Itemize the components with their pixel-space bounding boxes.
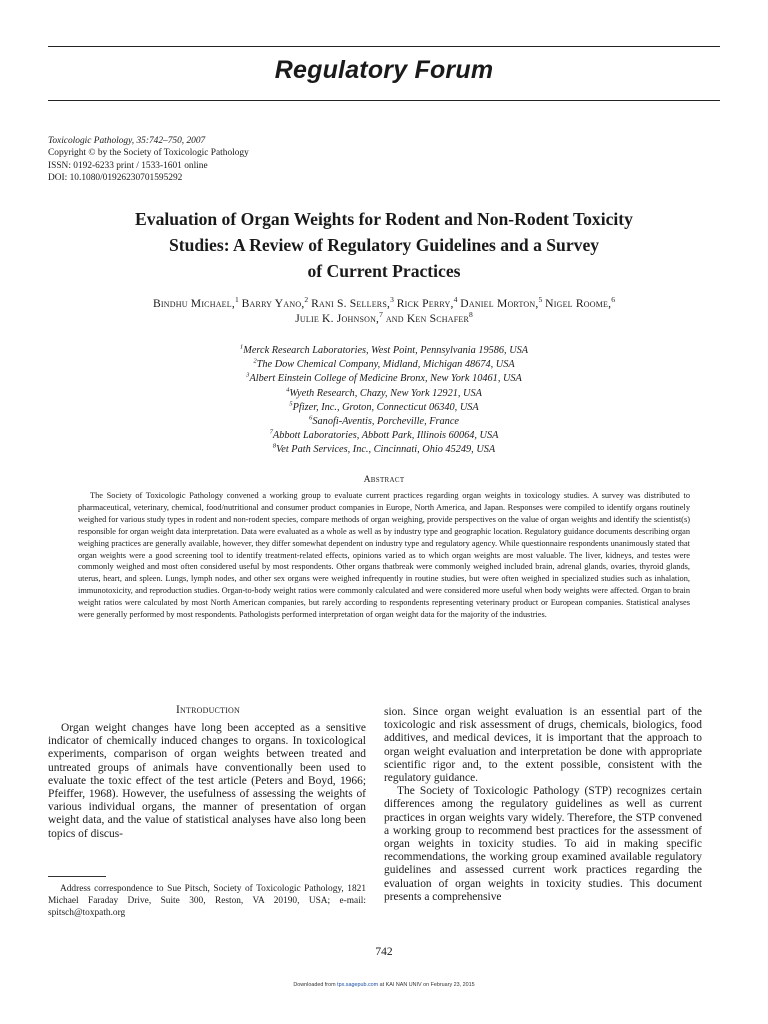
publication-meta	[48, 135, 249, 184]
introduction-heading: Introduction	[175, 704, 240, 716]
affiliation-mark: 7	[269, 428, 273, 436]
title-line: Studies: A Review of Regulatory Guidelines and a Survey	[168, 235, 600, 255]
copyright-line: Copyright © by the Society of Toxicologic Pathology	[48, 148, 249, 159]
body-paragraph: Organ weight changes have long been accepted as a sensitive indicator of chemically induced changes to organs. In toxicological experiments, comparison of organ weights between treated and untreated groups of animals have conventionally been used to evaluate the toxic effect of the test article (Peters and Boyd, 1966; Pfeiffer, 1968). However, the usefulness of assessing the weights of various individual organs, the manner of presentation of organ weight data, and the value of statistical analyses have also long been topics of discus-	[48, 722, 366, 840]
correspondence-footnote: Address correspondence to Sue Pitsch, Society of Toxicologic Pathology, 1821 Michael Faraday Drive, Suite 300, Reston, VA 20190, USA; e-mail: spitsch@toxpath.org	[48, 884, 366, 918]
affiliation-mark: 3	[246, 371, 250, 379]
author-affiliation-mark: 7	[379, 310, 383, 320]
header-bottom-rule	[48, 100, 720, 101]
abstract-text: The Society of Toxicologic Pathology convened a working group to evaluate current practices regarding organ weights in toxicology studies. A survey was distributed to pharmaceutical, veterinary, chemical, food/nutritional and consumer product companies in Europe, North America, and Japan. Responses were compiled to identify organs routinely weighed for various study types in rodent and non-rodent species, compare methods of organ weighing, provide perspectives on the value of organ weights and identify the scientist(s) responsible for organ weight data interpretation. Data were evaluated as a whole as well as by industry type and geographic location. Regulatory guidance documents describing organ weighing practices are generally available, however, they differ somewhat dependent on industry type and regulatory agency. While questionnaire respondents unanimously stated that organ weights were a good screening tool to identify treatment-related effects, opinions varied as to which organ weights are most valuable. The liver, kidneys, and testes were commonly weighed and most often considered useful by most respondents. Other organs thatbreak were commonly weighed included brain, adrenal glands, ovaries, thyroid glands, uterus, heart, and spleen. Lungs, lymph nodes, and other sex organs were weighed infrequently in routine studies, but were often weighed in specialized studies such as inhalation, immunotoxicity, and reproduction studies. Organ-to-body weight ratios were commonly calculated and were considered more useful when body weights were affected. Organ to brain weight ratios were calculated by most North American companies, but rarely according to respondents representing veterinary product or European companies. Statistical analyses were generally performed by most respondents. Pathologists performed interpretation of organ weight data for the majority of the industries.	[78, 491, 690, 620]
author-affiliation-mark: 6	[611, 295, 615, 305]
doi-line: DOI: 10.1080/01926230701595292	[48, 172, 183, 183]
author-name: and Ken Schafer	[385, 312, 470, 325]
author-name: Julie K. Johnson,	[295, 312, 380, 325]
author-list	[48, 296, 720, 326]
affiliation: $^5$Pfizer, Inc., Groton, Connecticut 06340, USA	[289, 400, 479, 413]
author-affiliation-mark: 2	[304, 295, 309, 305]
left-column	[48, 722, 366, 841]
affiliation-list	[100, 344, 668, 458]
affiliation: $^2$The Dow Chemical Company, Midland, Michigan 48674, USA	[253, 357, 515, 371]
body-paragraph: The Society of Toxicologic Pathology (STP) recognizes certain differences among the regulatory guidelines as well as current practices in organ weights vary widely. Therefore, the STP convened a working group to recommend best practices for the assessment of organ weights in toxicity studies. To aid in making specific recommendations, the working group examined available regulatory guidelines and assessed current work practices regarding the evaluation of organ weights in toxicity studies. This document presents a comprehensive	[384, 785, 702, 903]
affiliation-mark: 2	[253, 357, 257, 365]
abstract-heading: Abstract	[363, 474, 405, 485]
affiliation: $^1$Merck Research Laboratories, West Point, Pennsylvania 19586, USA	[239, 343, 529, 356]
body-paragraph: sion. Since organ weight evaluation is an essential part of the toxicologic and risk assessment of drugs, chemicals, biologics, food additives, and medical devices, it is important that the approach to organ weight evaluation and interpretation be done with appropriate scientific rigor and, to the extent possible, consistent with the regulatory guidance.	[384, 706, 702, 785]
affiliation-mark: 4	[286, 386, 290, 394]
affiliation-mark: 1	[239, 343, 244, 351]
affiliation: $^4$Wyeth Research, Chazy, New York 12921, USA	[286, 386, 482, 399]
affiliation: $^3$Albert Einstein College of Medicine Bronx, New York 10461, USA	[246, 371, 522, 385]
footnote-rule	[48, 876, 106, 877]
author-affiliation-mark: 1	[234, 295, 239, 305]
author-name: Nigel Roome,	[545, 297, 612, 310]
title-line: of Current Practices	[307, 261, 461, 281]
issn-line: ISSN: 0192-6233 print / 1533-1601 online	[48, 160, 208, 171]
author-name: Rick Perry,	[396, 297, 454, 310]
affiliation: $^6$Sanofi-Aventis, Porcheville, France	[309, 414, 459, 428]
download-notice: Downloaded from tpx.sagepub.com at KAI NAN UNIV on February 23, 2015	[293, 982, 475, 988]
author-affiliation-mark: 4	[453, 295, 458, 305]
affiliation: $^7$Abbott Laboratories, Abbott Park, Illinois 60064, USA	[269, 428, 499, 442]
download-link[interactable]: tpx.sagepub.com	[337, 982, 379, 988]
title-line: Evaluation of Organ Weights for Rodent and Non-Rodent Toxicity	[135, 209, 633, 229]
affiliation-mark: 6	[309, 414, 313, 422]
affiliation-mark: 5	[289, 400, 293, 408]
affiliation-mark: 8	[272, 443, 277, 450]
header-top-rule	[48, 46, 720, 47]
journal-line: Toxicologic Pathology, 35:742–750, 2007	[48, 136, 206, 146]
author-affiliation-mark: 3	[390, 295, 394, 305]
author-name: Bindhu Michael,	[153, 297, 235, 310]
author-affiliation-mark: 5	[538, 295, 543, 305]
author-name: Rani S. Sellers,	[311, 297, 391, 310]
page-number: 742	[375, 946, 393, 958]
affiliation: $^8$Vet Path Services, Inc., Cincinnati, Ohio 45249, USA	[272, 443, 496, 456]
article-title	[60, 206, 708, 284]
right-column	[384, 706, 702, 904]
author-affiliation-mark: 8	[469, 310, 473, 320]
section-title: Regulatory Forum	[274, 56, 494, 84]
author-name: Daniel Morton,	[460, 297, 539, 310]
author-name: Barry Yano,	[241, 297, 305, 310]
